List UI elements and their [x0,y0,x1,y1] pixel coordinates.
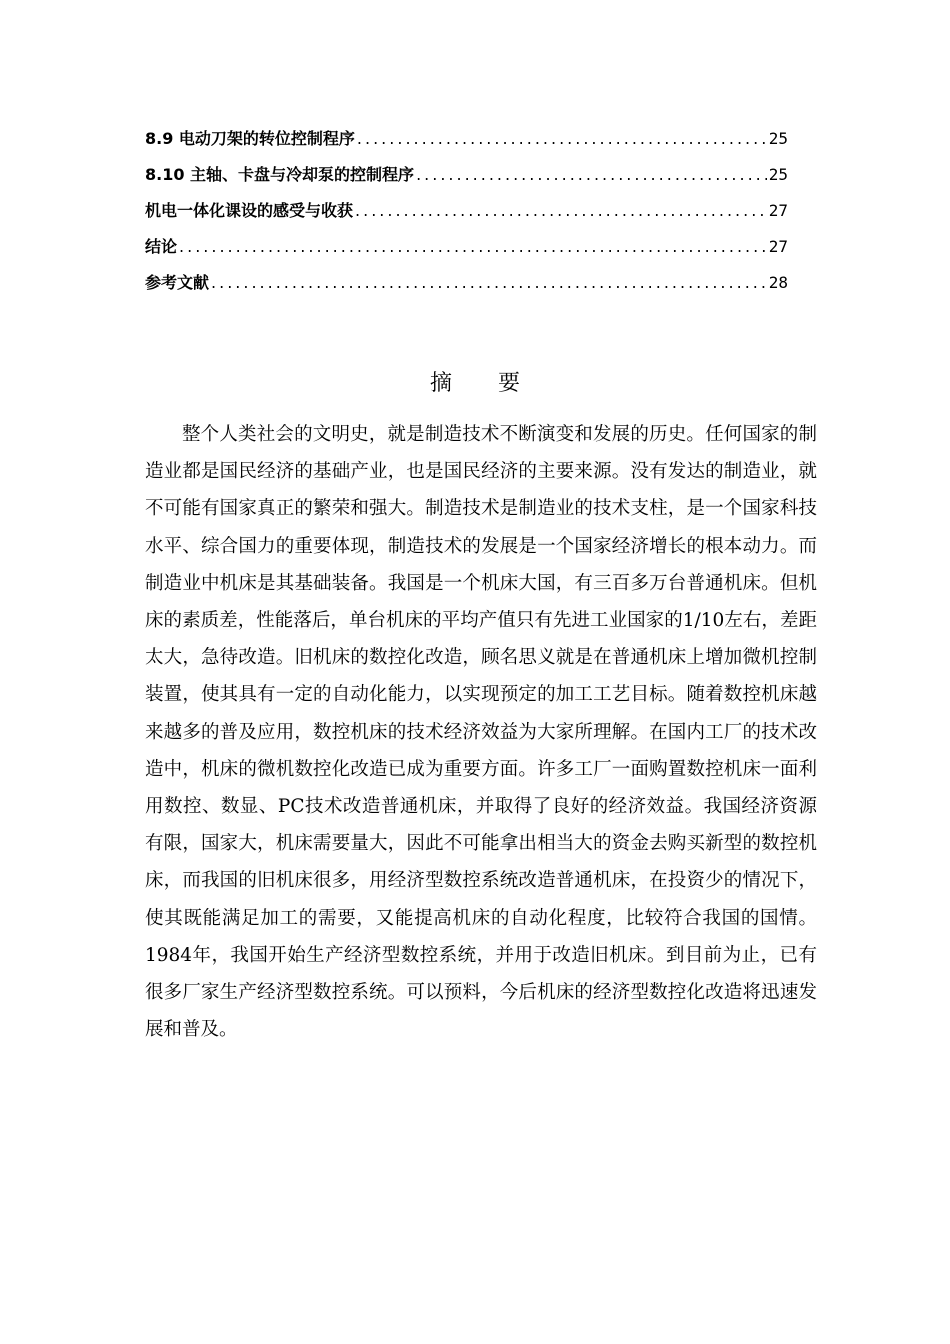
toc-leader-dots [211,273,767,292]
toc-entry[interactable] [145,198,788,234]
toc-entry[interactable] [145,162,788,198]
toc-leader-dots [179,237,767,256]
toc-entry-label: 结论 [145,237,178,256]
toc-leader-dots [357,129,767,148]
toc-entry-page: 27 [768,201,788,220]
toc-entry[interactable] [145,126,788,162]
toc-entry[interactable] [145,234,788,270]
toc-entry-label: 参考文献 [145,273,210,292]
abstract-heading: 摘要 [429,371,566,396]
toc-entry-page: 25 [768,129,788,148]
toc-entry[interactable] [145,270,788,306]
toc-entry-page: 25 [768,165,788,184]
toc-leader-dots [355,201,767,220]
toc-entry-label: 8.10 主轴、卡盘与冷却泵的控制程序 [145,165,415,184]
toc-entry-page: 27 [768,237,788,256]
abstract-paragraph: 整个人类社会的文明史，就是制造技术不断演变和发展的历史。任何国家的制造业都是国民经济的基础产业，也是国民经济的主要来源。没有发达的制造业，就不可能有国家真正的繁荣和强大。制造技术是制造业的技术支柱，是一个国家科技水平、综合国力的重要体现，制造技术的发展是一个国家经济增长的根本动力。而制造业中机床是其基础装备。我国是一个机床大国，有三百多万台普通机床。但机床的素质差，性能落后，单台机床的平均产值只有先进工业国家的1/10左右，差距太大，急待改造。旧机床的数控化改造，顾名思义就是在普通机床上增加微机控制装置，使其具有一定的自动化能力，以实现预定的加工工艺目标。随着数控机床越来越多的普及应用，数控机床的技术经济效益为大家所理解。在国内工厂的技术改造中，机床的微机数控化改造已成为重要方面。许多工厂一面购置数控机床一面利用数控、数显、PC技术改造普通机床，并取得了良好的经济效益。我国经济资源有限，国家大，机床需要量大，因此不可能拿出相当大的资金去购买新型的数控机床，而我国的旧机床很多，用经济型数控系统改造普通机床，在投资少的情况下，使其既能满足加工的需要，又能提高机床的自动化程度，比较符合我国的国情。1984年，我国开始生产经济型数控系统，并用于改造旧机床。到目前为止，已有很多厂家生产经济型数控系统。可以预料，今后机床的经济型数控化改造将迅速发展和普及。 [145,424,817,1041]
toc-leader-dots [416,165,767,184]
toc-entry-label: 8.9 电动刀架的转位控制程序 [145,129,355,148]
table-of-contents [145,126,788,306]
toc-entry-page: 28 [768,273,788,292]
toc-entry-label: 机电一体化课设的感受与收获 [145,201,354,220]
